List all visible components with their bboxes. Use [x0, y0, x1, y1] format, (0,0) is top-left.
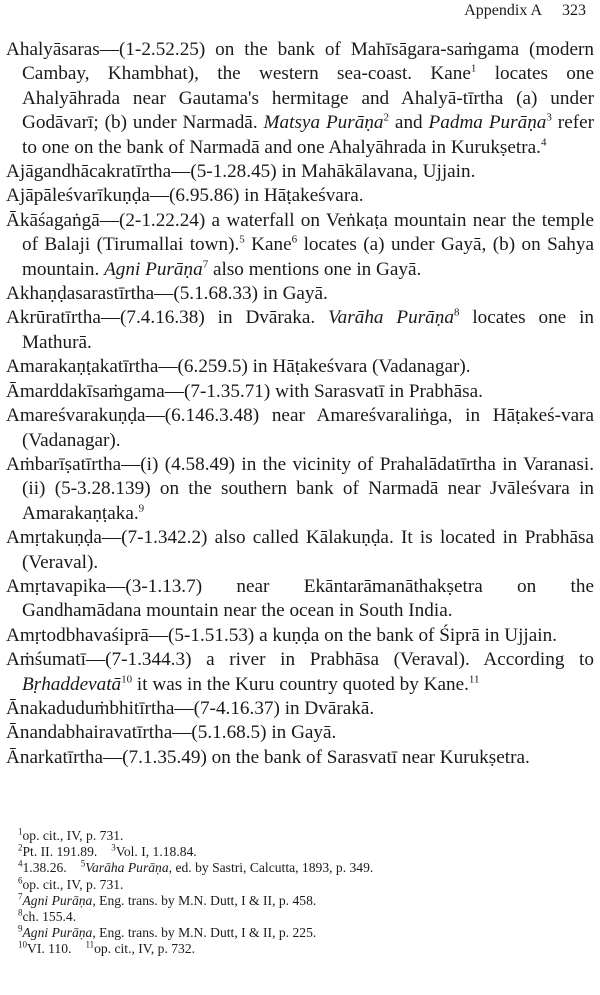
entry [6, 38, 594, 160]
footnote-text: , Eng. trans. by M.N. Dutt, I & II, p. 458. [92, 892, 317, 908]
footnote-text: Pt. II. 191.89. [22, 844, 98, 860]
footnote-text: VI. 110. [27, 941, 72, 957]
footnote [18, 844, 578, 860]
footnote-number: 8 [18, 907, 23, 918]
entry-text: —(3-1.13.7) near Ekāntarāmanāthakṣetra on the Gandhamādana mountain near the ocean in South India. [22, 575, 594, 622]
footnotes [18, 828, 578, 958]
entry [6, 624, 594, 648]
footnote-marker: 8 [453, 307, 460, 320]
entry [6, 209, 594, 282]
work-title: Varāha Purāṇa [85, 860, 169, 876]
entry [6, 306, 594, 355]
entry [6, 697, 594, 721]
work-title: Agni Purāṇa [22, 925, 93, 941]
entry-headword: Ajāpāleśvarīkuṇḍa [6, 185, 150, 207]
entry-text: —(7.4.16.38) in Dvāraka. [100, 307, 329, 329]
footnote-marker: 9 [138, 502, 145, 515]
footnote-number: 3 [111, 842, 116, 853]
footnote-marker: 1 [470, 63, 477, 76]
entry [6, 526, 594, 575]
entry-headword: Ānandabhairavatīrtha [6, 722, 173, 744]
entry-headword: Akrūratīrtha [6, 307, 101, 329]
work-title: Agni Purāṇa [22, 892, 93, 908]
entry-headword: Ahalyāsaras [6, 39, 100, 60]
entry-text: —(5.1.68.5) in Gayā. [172, 722, 337, 744]
entry-text: —(2-1.22.24) a waterfall on Veṅkaṭa mountain near the temple of Balaji (Tirumallai town). [22, 209, 594, 256]
entry-headword: Amṛtakuṇḍa [6, 527, 102, 549]
entry-text: also mentions one in Gayā. [208, 258, 422, 280]
entry [6, 746, 594, 770]
entry-headword: Akhaṇḍasarastīrtha [6, 283, 155, 305]
entry [6, 355, 594, 379]
work-title: Varāha Purāṇa [328, 307, 454, 329]
footnote-number: 1 [18, 826, 23, 837]
entry-text: and [389, 112, 429, 134]
entry-headword: Amareśvarakuṇḍa [6, 405, 146, 427]
footnote-number: 10 [18, 939, 27, 950]
entry-headword: Aṁbarīṣatīrtha [6, 453, 122, 475]
entry-headword: Ajāgandhācakratīrtha [6, 161, 172, 183]
entry-headword: Ākāśagaṅgā [6, 209, 100, 231]
footnote [18, 860, 578, 876]
footnote-number: 9 [18, 923, 23, 934]
gazetteer-entries [6, 38, 594, 770]
entry-headword: Āmarddakīsaṁgama [6, 380, 165, 402]
entry-text: locates one in Mathurā. [22, 307, 594, 353]
entry-text: —(7-1.342.2) also called Kālakuṇḍa. It is located in Prabhāsa (Veraval). [22, 527, 594, 573]
entry-text: locates (a) under Gayā, (b) on Sahya mountain. [22, 234, 594, 280]
footnote-text: , ed. by Sastri, Calcutta, 1893, p. 349. [168, 860, 374, 876]
footnote-text: ch. 155.4. [22, 909, 77, 925]
entry [6, 453, 594, 526]
entry-headword: Ānarkatīrtha [6, 746, 103, 768]
entry-text: locates one Ahalyāhrada near Gautama's hermitage and Ahalyā-tīrtha (a) under Godāvarī; (b) under Narmadā. [22, 63, 594, 134]
entry-headword: Amṛtavapika [6, 575, 107, 597]
footnote-marker: 4 [540, 136, 547, 149]
footnote-text: op. cit., IV, p. 732. [94, 941, 196, 957]
footnote-text: op. cit., IV, p. 731. [22, 876, 124, 892]
footnote-marker: 6 [291, 233, 298, 246]
entry-text: Kane [244, 234, 292, 256]
footnote-marker: 2 [383, 111, 390, 124]
section-title: Appendix A [464, 2, 542, 19]
entry-text: —(1-2.52.25) on the bank of Mahīsāgara-saṁgama (modern Cambay, Khambhat), the western sea-coast. Kane [22, 39, 594, 85]
entry [6, 380, 594, 404]
entry [6, 721, 594, 745]
footnote-number: 4 [18, 858, 23, 869]
footnote-marker: 7 [202, 258, 209, 271]
entry-text: —(5-1.28.45) in Mahākālavana, Ujjain. [171, 161, 476, 183]
entry-text: —(i) (4.58.49) in the vicinity of Prahalādatīrtha in Varanasi. (ii) (5-3.28.139) on the southern bank of Narmadā near Jvāleśvara in Amarakaṇṭaka. [22, 453, 594, 524]
entry-headword: Aṁśumatī [6, 649, 86, 671]
work-title: Agni Purāṇa [104, 258, 203, 280]
footnote-text: 1.38.26. [22, 860, 67, 876]
entry-text: —(7-4.16.37) in Dvārakā. [174, 697, 375, 719]
work-title: Bṛhaddevatā [22, 673, 122, 695]
footnote [18, 828, 578, 844]
work-title: Padma Purāṇa [428, 112, 547, 134]
footnote-text: op. cit., IV, p. 731. [22, 828, 124, 843]
footnote [18, 941, 578, 957]
entry-headword: Amṛtodbhavaśiprā [6, 624, 149, 646]
footnote-marker: 3 [546, 111, 552, 124]
footnote-marker: 11 [468, 673, 480, 686]
entry-headword: Amarakaṇṭakatīrtha [6, 356, 159, 378]
footnote [18, 877, 578, 893]
entry-headword: Ānakaduduṁbhitīrtha [6, 697, 175, 719]
entry-text: —(6.146.3.48) near Amareśvaraliṅga, in Hāṭakeś-vara (Vadanagar). [22, 405, 594, 451]
footnote-number: 6 [18, 875, 23, 886]
footnote-number: 5 [80, 858, 86, 869]
entry [6, 648, 594, 697]
entry-text: —(6.95.86) in Hāṭakeśvara. [149, 185, 364, 207]
footnote-number: 7 [18, 891, 23, 902]
footnote [18, 909, 578, 925]
footnote-number: 2 [18, 842, 23, 853]
page-number: 323 [562, 2, 586, 19]
footnote-marker: 10 [121, 673, 133, 686]
entry [6, 282, 594, 306]
entry [6, 404, 594, 453]
entry [6, 575, 594, 624]
page-header [464, 2, 586, 20]
entry-text: —(6.259.5) in Hāṭakeśvara (Vadanagar). [158, 356, 471, 378]
footnote-marker: 5 [239, 233, 245, 246]
entry [6, 160, 594, 184]
footnote-text: Vol. I, 1.18.84. [115, 844, 197, 860]
entry-text: —(7-1.35.71) with Sarasvatī in Prabhāsa. [164, 380, 483, 402]
footnote-number: 11 [85, 939, 95, 950]
entry-text: —(7.1.35.49) on the bank of Sarasvatī near Kurukṣetra. [102, 746, 530, 768]
footnote [18, 925, 578, 941]
entry-text: it was in the Kuru country quoted by Kane. [132, 673, 469, 695]
entry-text: —(5.1.68.33) in Gayā. [154, 283, 328, 305]
footnote-text: , Eng. trans. by M.N. Dutt, I & II, p. 225. [92, 925, 317, 941]
footnote [18, 893, 578, 909]
entry-text: —(5-1.51.53) a kuṇḍa on the bank of Śiprā in Ujjain. [148, 624, 557, 646]
work-title: Matsya Purāṇa [263, 112, 384, 134]
entry [6, 184, 594, 208]
entry-text: refer to one on the bank of Narmadā and one Ahalyāhrada in Kurukṣetra. [22, 112, 595, 158]
entry-text: —(7-1.344.3) a river in Prabhāsa (Veraval). According to [85, 649, 594, 671]
